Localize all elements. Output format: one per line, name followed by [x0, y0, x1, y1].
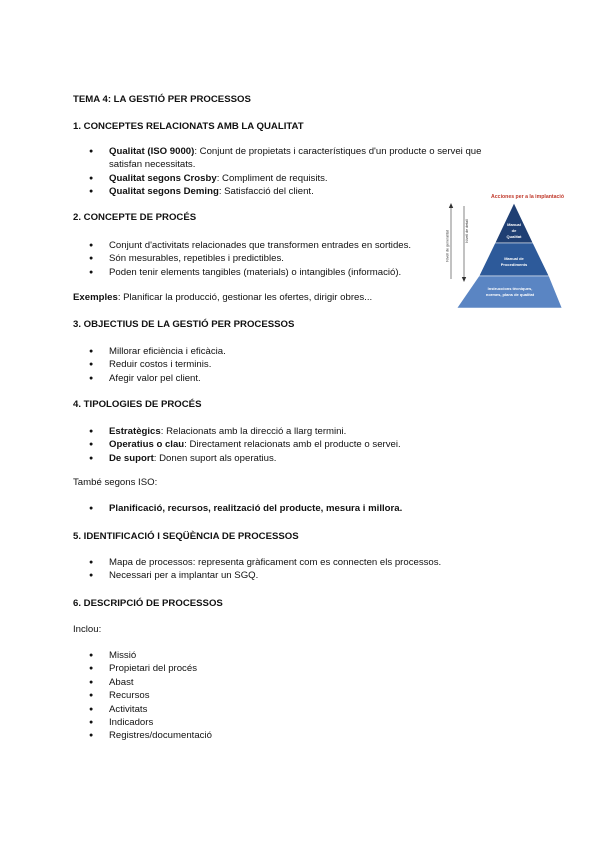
list-item: ● Recursos	[89, 689, 212, 702]
pyramid-middle-line-2: Procediments	[500, 262, 528, 267]
list-item: ● Qualitat segons Crosby: Compliment de requisits.	[89, 172, 481, 185]
list-item: ● Operatius o clau: Directament relacionats amb el producte o servei.	[89, 438, 401, 451]
list-item: ● Conjunt d'activitats relacionades que transformen entrades en sortides.	[89, 239, 411, 252]
pyramid-title: Acciones per a la implantació	[491, 194, 564, 200]
document-title: TEMA 4: LA GESTIÓ PER PROCESSOS	[73, 94, 251, 105]
list-item: ● Afegir valor pel client.	[89, 372, 226, 385]
process-pyramid-diagram	[437, 191, 567, 313]
section-1-list	[89, 145, 481, 199]
section-6-list	[89, 649, 212, 743]
list-item: ● Reduir costos i terminis.	[89, 358, 226, 371]
section-2-heading: 2. CONCEPTE DE PROCÉS	[73, 212, 197, 223]
section-4-heading: 4. TIPOLOGIES DE PROCÉS	[73, 399, 202, 410]
list-item: ● Mapa de processos: representa gràficament com es connecten els processos.	[89, 556, 441, 569]
list-item: ● Són mesurables, repetibles i predictibles.	[89, 252, 411, 265]
includes-label: Inclou:	[73, 624, 102, 635]
section-1-heading: 1. CONCEPTES RELACIONATS AMB LA QUALITAT	[73, 121, 304, 132]
iso-list	[89, 502, 402, 515]
section-4-list	[89, 425, 401, 465]
axis-right-label: Nivell de detall	[465, 219, 469, 243]
axis-left-arrow-icon	[449, 203, 453, 208]
list-item: ● Indicadors	[89, 716, 212, 729]
list-item: ● Necessari per a implantar un SGQ.	[89, 569, 441, 582]
list-item: ● Abast	[89, 676, 212, 689]
list-item: ● Propietari del procés	[89, 662, 212, 675]
examples-line: Exemples: Planificar la producció, gestionar les ofertes, dirigir obres...	[73, 292, 373, 303]
axis-right-arrow-icon	[462, 277, 466, 282]
section-5-list	[89, 556, 441, 583]
list-item: ● De suport: Donen suport als operatius.	[89, 452, 401, 465]
pyramid-top-line-2: de	[511, 228, 517, 233]
also-iso-label: També segons ISO:	[73, 477, 158, 488]
section-2-list	[89, 239, 411, 279]
pyramid-middle-line-1: Manual de	[504, 256, 524, 261]
list-item: ● Poden tenir elements tangibles (materials) o intangibles (informació).	[89, 266, 411, 279]
list-item: ● Missió	[89, 649, 212, 662]
section-3-list	[89, 345, 226, 385]
axis-left-label: Nivell de generalitat	[445, 230, 450, 262]
list-item: ● Registres/documentació	[89, 729, 212, 742]
list-item: ● Qualitat (ISO 9000): Conjunt de propietats i característiques d'un producte o servei que satisfan necessitats.	[89, 145, 481, 172]
pyramid-base-line-2: normes, plans de qualitat	[485, 292, 535, 297]
section-3-heading: 3. OBJECTIUS DE LA GESTIÓ PER PROCESSOS	[73, 319, 295, 330]
section-5-heading: 5. IDENTIFICACIÓ I SEQÜÈNCIA DE PROCESSOS	[73, 531, 299, 542]
list-item: ● Activitats	[89, 703, 212, 716]
pyramid-top-line-3: Qualitat	[506, 234, 522, 239]
section-6-heading: 6. DESCRIPCIÓ DE PROCESSOS	[73, 598, 223, 609]
pyramid-top-line-1: Manual	[507, 222, 521, 227]
list-item: ● Millorar eficiència i eficàcia.	[89, 345, 226, 358]
list-item: ● Qualitat segons Deming: Satisfacció del client.	[89, 185, 481, 198]
list-item: ● Estratègics: Relacionats amb la direcció a llarg termini.	[89, 425, 401, 438]
pyramid-base-line-1: Instruccions tècniques,	[487, 286, 533, 291]
list-item: ● Planificació, recursos, realització del producte, mesura i millora.	[89, 502, 402, 515]
